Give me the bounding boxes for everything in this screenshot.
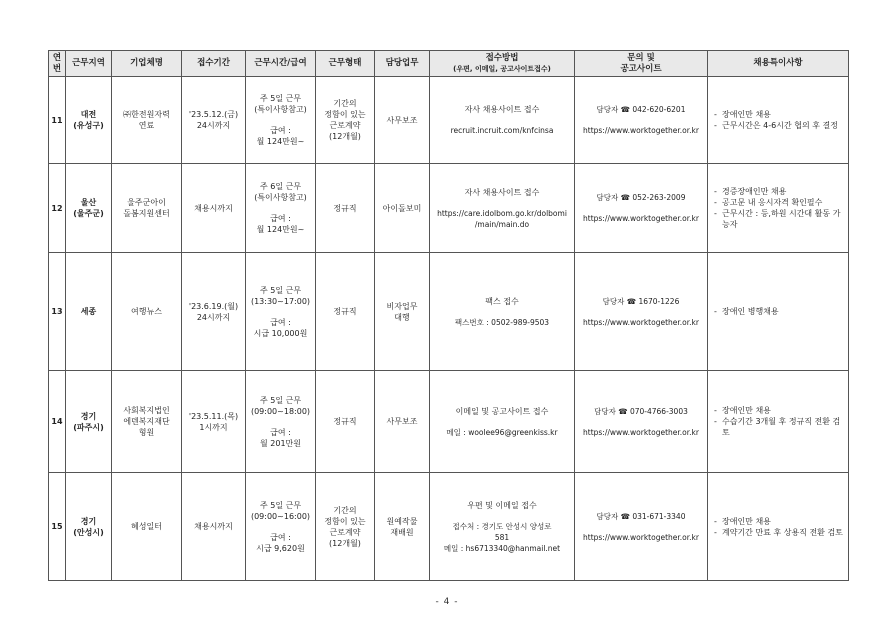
header-period: 접수기간	[182, 51, 246, 77]
period-cell: 채용시까지	[182, 164, 246, 253]
region-cell: 세종	[66, 253, 112, 371]
region-cell: 경기 (안성시)	[66, 473, 112, 581]
duty-cell: 사무보조	[375, 77, 430, 164]
header-company: 기업체명	[112, 51, 182, 77]
company-cell: 여행뉴스	[112, 253, 182, 371]
method-cell: 우편 및 이메일 접수 접수처 : 경기도 안성시 양성로 581 메일 : hs6713340@hanmail.net	[430, 473, 575, 581]
hours-cell: 주 5일 근무 (09:00~18:00) 급여 : 월 201만원	[246, 371, 316, 473]
header-method: 접수방법 (우편, 이메일, 공고사이트접수)	[430, 51, 575, 77]
region-cell: 울산 (울주군)	[66, 164, 112, 253]
duty-cell: 비자업무 대행	[375, 253, 430, 371]
duty-cell: 원예작물 재배원	[375, 473, 430, 581]
header-contact: 문의 및 공고사이트	[575, 51, 708, 77]
contact-cell: 담당자 ☎ 052-263-2009 https://www.worktogether.or.kr	[575, 164, 708, 253]
company-cell: 사회복지법인 에덴복지재단 형원	[112, 371, 182, 473]
method-cell: 자사 채용사이트 접수 recruit.incruit.com/knfcinsa	[430, 77, 575, 164]
employment-type-cell: 기간의 정함이 있는 근로계약 (12개월)	[316, 473, 375, 581]
table-header-row	[49, 51, 849, 77]
period-cell: '23.5.12.(금) 24시까지	[182, 77, 246, 164]
company-cell: ㈜한전원자력 연료	[112, 77, 182, 164]
method-cell: 자사 채용사이트 접수 https://care.idolbom.go.kr/dolbomi /main/main.do	[430, 164, 575, 253]
company-cell: 울주군아이 돌봄지원센터	[112, 164, 182, 253]
period-cell: 채용시까지	[182, 473, 246, 581]
contact-cell: 담당자 ☎ 031-671-3340 https://www.worktogether.or.kr	[575, 473, 708, 581]
contact-cell: 담당자 ☎ 1670-1226 https://www.worktogether.or.kr	[575, 253, 708, 371]
table-row	[49, 371, 849, 473]
period-cell: '23.6.19.(월) 24시까지	[182, 253, 246, 371]
header-notes: 채용특이사항	[708, 51, 849, 77]
notes-cell: - 장애인만 채용 - 근무시간은 4-6시간 협의 후 결정	[708, 77, 849, 164]
employment-type-cell: 정규직	[316, 253, 375, 371]
table-row	[49, 164, 849, 253]
page-number: - 4 -	[435, 597, 459, 607]
table-row	[49, 77, 849, 164]
notes-cell: - 장애인만 채용 - 계약기간 만료 후 상용직 전환 검토	[708, 473, 849, 581]
contact-cell: 담당자 ☎ 042-620-6201 https://www.worktogether.or.kr	[575, 77, 708, 164]
row-number: 14	[49, 371, 66, 473]
header-no: 연번	[49, 51, 66, 77]
duty-cell: 사무보조	[375, 371, 430, 473]
row-number: 12	[49, 164, 66, 253]
method-cell: 팩스 접수 팩스번호 : 0502-989-9503	[430, 253, 575, 371]
header-region: 근무지역	[66, 51, 112, 77]
company-cell: 혜성일터	[112, 473, 182, 581]
notes-cell: - 장애인만 채용 - 수습기간 3개월 후 정규직 전환 검토	[708, 371, 849, 473]
hours-cell: 주 5일 근무 (특이사항참고) 급여 : 월 124만원~	[246, 77, 316, 164]
row-number: 15	[49, 473, 66, 581]
method-cell: 이메일 및 공고사이트 접수 메일 : woolee96@greenkiss.kr	[430, 371, 575, 473]
hours-cell: 주 6일 근무 (특이사항참고) 급여 : 월 124만원~	[246, 164, 316, 253]
notes-cell: - 경증장애인만 채용 - 공고문 내 응시자격 확인필수 - 근무시간 : 등,하원 시간대 활동 가능자	[708, 164, 849, 253]
job-listing-table	[48, 50, 849, 581]
table-row	[49, 253, 849, 371]
contact-cell: 담당자 ☎ 070-4766-3003 https://www.worktogether.or.kr	[575, 371, 708, 473]
hours-cell: 주 5일 근무 (13:30~17:00) 급여 : 시급 10,000원	[246, 253, 316, 371]
row-number: 11	[49, 77, 66, 164]
header-type: 근무형태	[316, 51, 375, 77]
employment-type-cell: 기간의 정함이 있는 근로계약 (12개월)	[316, 77, 375, 164]
region-cell: 경기 (파주시)	[66, 371, 112, 473]
table-row	[49, 473, 849, 581]
hours-cell: 주 5일 근무 (09:00~16:00) 급여 : 시급 9,620원	[246, 473, 316, 581]
period-cell: '23.5.11.(목) 1시까지	[182, 371, 246, 473]
duty-cell: 아이돌보미	[375, 164, 430, 253]
header-hours: 근무시간/급여	[246, 51, 316, 77]
region-cell: 대전 (유성구)	[66, 77, 112, 164]
header-duty: 담당업무	[375, 51, 430, 77]
employment-type-cell: 정규직	[316, 371, 375, 473]
employment-type-cell: 정규직	[316, 164, 375, 253]
notes-cell: - 장애인 병행채용	[708, 253, 849, 371]
row-number: 13	[49, 253, 66, 371]
